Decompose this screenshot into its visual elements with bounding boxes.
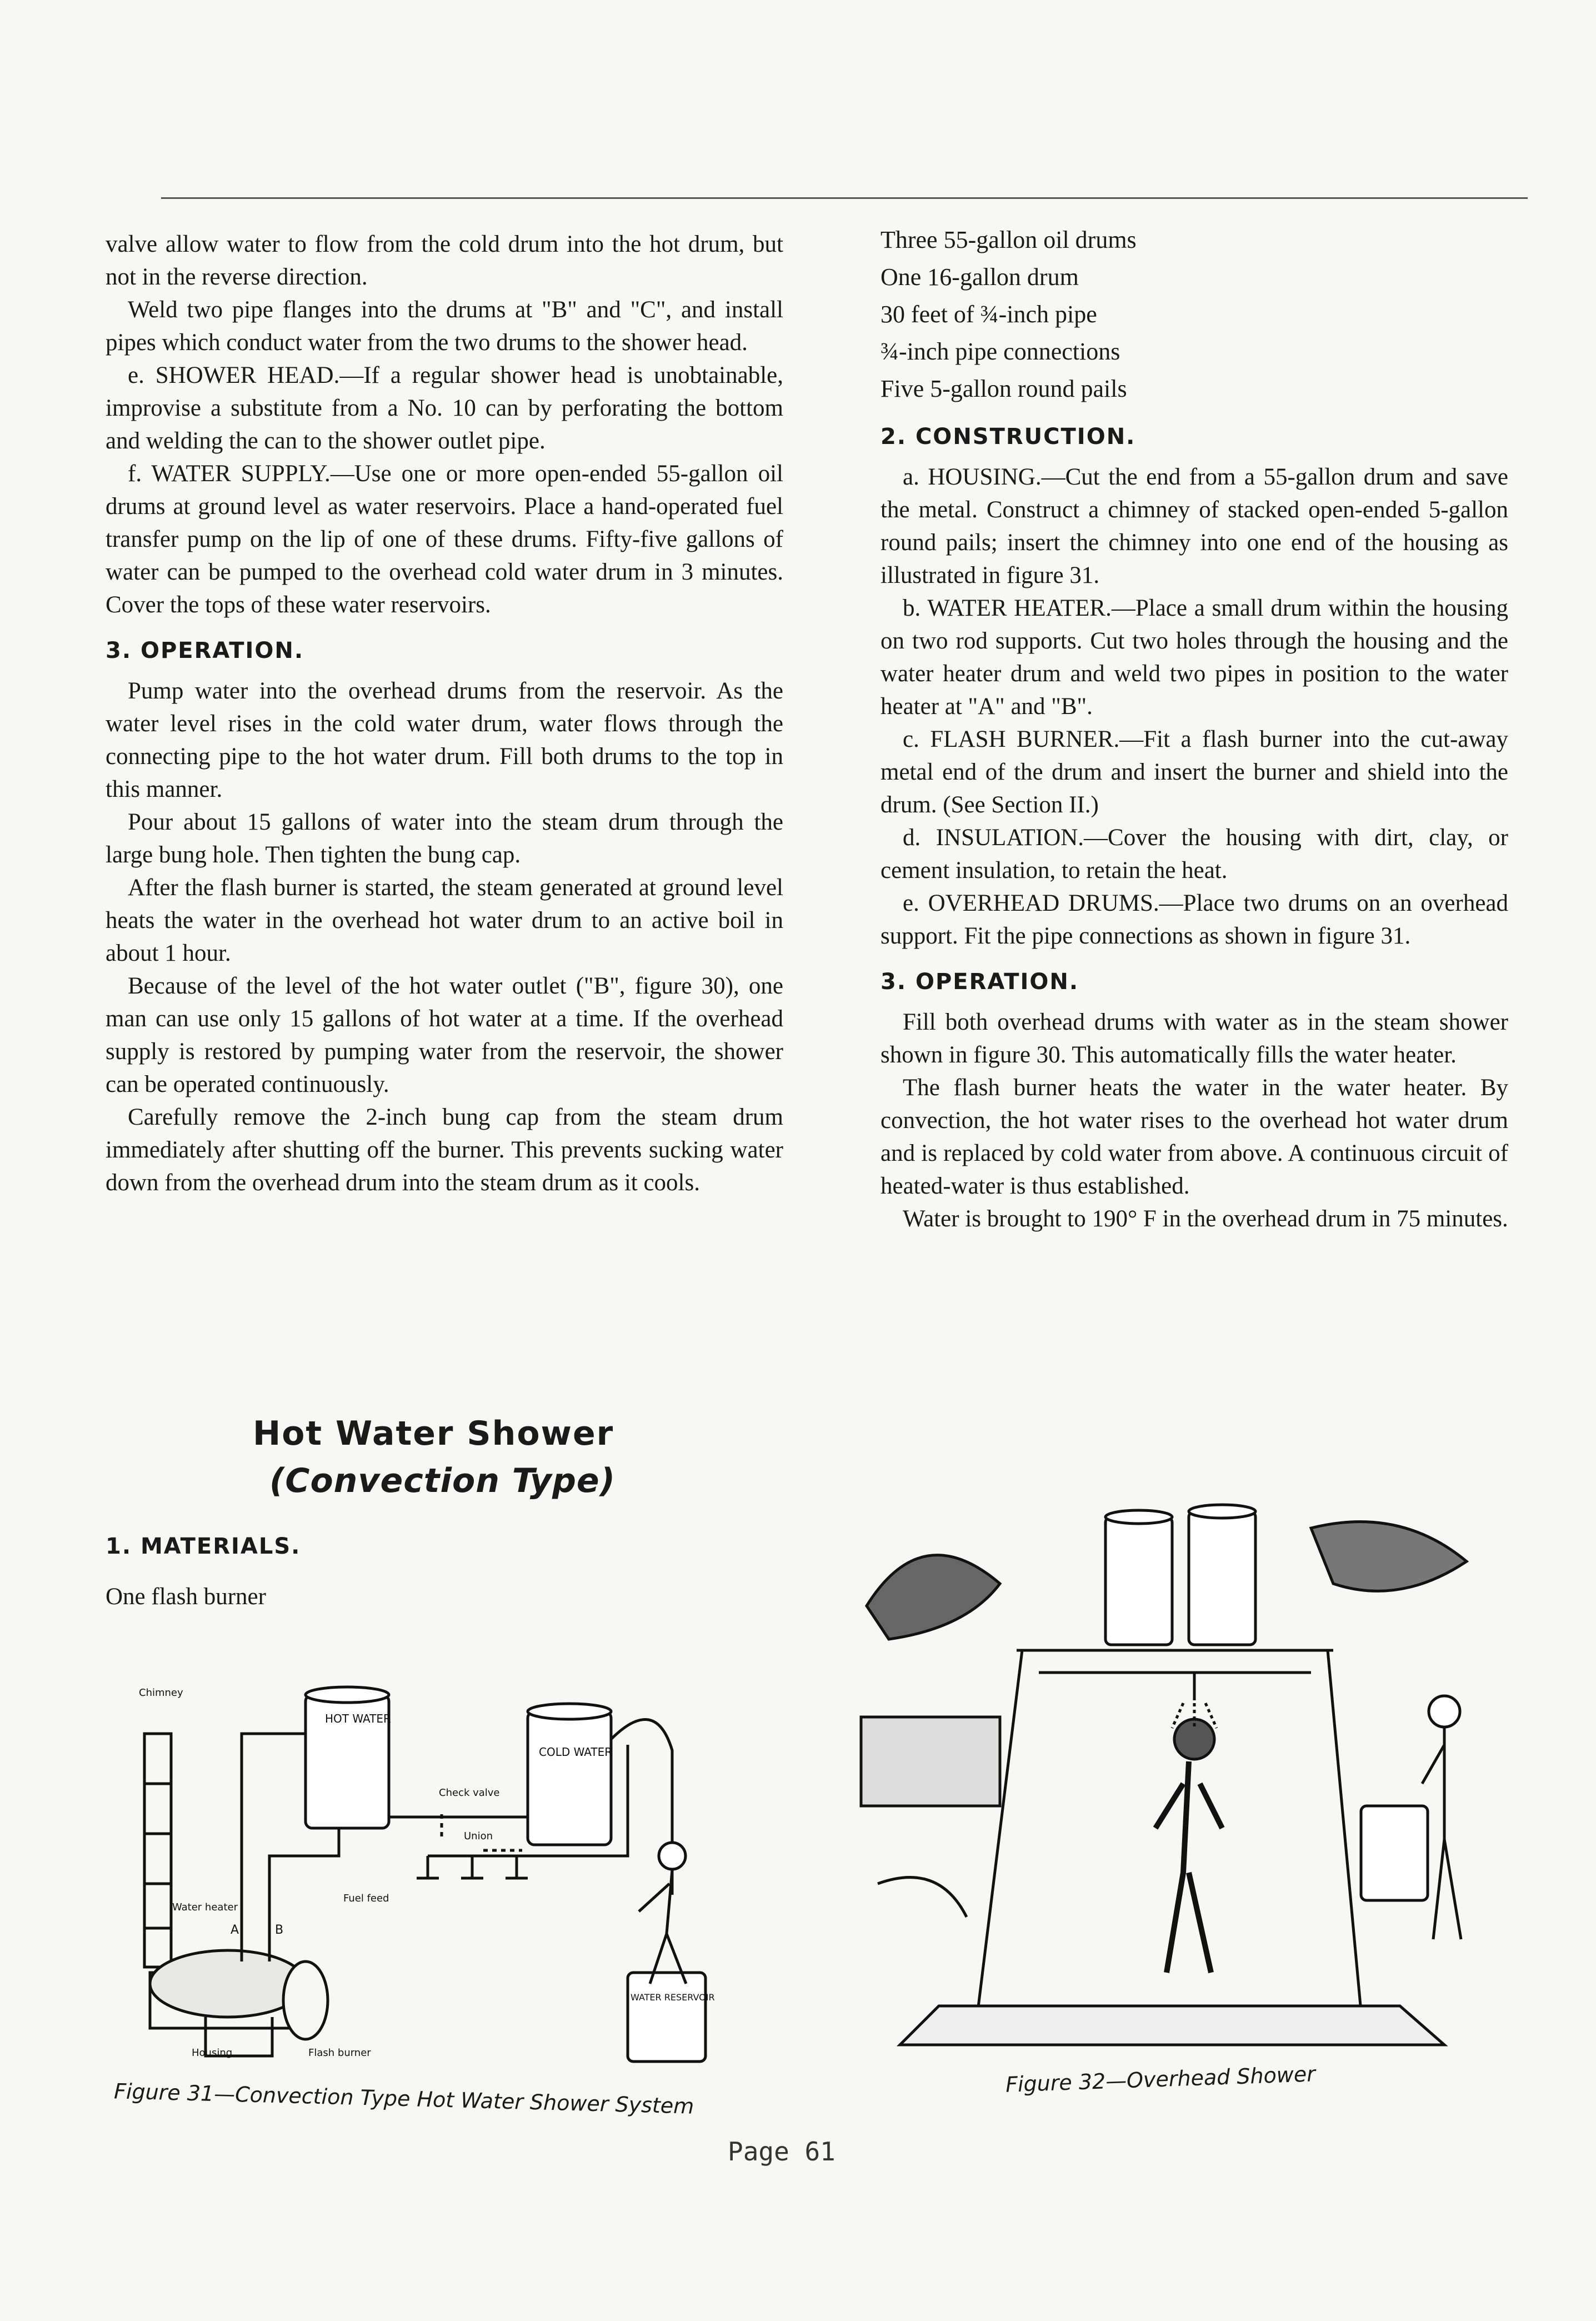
label-water-reservoir: WATER RESERVOIR [631, 1992, 715, 2003]
overhead-drum-left [1105, 1517, 1172, 1645]
materials-item: ¾-inch pipe connections [880, 338, 1120, 365]
label-housing: Housing [192, 2047, 233, 2059]
materials-item: One 16-gallon drum [880, 263, 1079, 291]
water-heater-shape [150, 1950, 306, 2017]
label-a: A [231, 1923, 239, 1937]
cold-drum-shape [528, 1711, 611, 1845]
paragraph: d. INSULATION.—Cover the housing with dirt, clay, or cement insulation, to retain the heat. [880, 825, 1508, 884]
label-fuel-feed: Fuel feed [343, 1893, 389, 1904]
pipe-a [242, 1734, 306, 1961]
man-figure [659, 1843, 686, 1869]
left-column [106, 228, 783, 1199]
figure-31-diagram [139, 1673, 728, 2067]
pipe-b [269, 1828, 339, 1961]
paragraph: After the flash burner is started, the steam generated at ground level heats the water in the overhead hot water drum to an active boil in about 1 hour. [106, 875, 783, 966]
paragraph: Pour about 15 gallons of water into the steam drum through the large bung hole. Then tighten the bung cap. [106, 809, 783, 868]
reservoir-drum [1361, 1806, 1428, 1900]
paragraph: The flash burner heats the water in the water heater. By convection, the hot water rises to the overhead hot water drum and is replaced by cold water from above. A continuous circuit of heated-water is thus established. [880, 1075, 1508, 1199]
section-subtitle: (Convection Type) [269, 1461, 616, 1500]
label-water-heater: Water heater [172, 1901, 238, 1913]
figure-32-caption: Figure 32—Overhead Shower [1005, 2062, 1316, 2097]
materials-item: One flash burner [106, 1584, 266, 1610]
label-b: B [275, 1923, 284, 1937]
paragraph: e. SHOWER HEAD.—If a regular shower head is unobtainable, improvise a substitute from a No. 10 can by perforating the bottom and welding the can to the shower outlet pipe. [106, 362, 783, 454]
label-check-valve: Check valve [439, 1787, 500, 1799]
page-number: Page 61 [728, 2137, 835, 2167]
section-heading: 2. CONSTRUCTION. [880, 424, 1136, 450]
chimney-shape [144, 1734, 171, 1967]
label-chimney: Chimney [139, 1687, 183, 1699]
paragraph: Fill both overhead drums with water as in the steam shower shown in figure 30. This automatically fills the water heater. [880, 1009, 1508, 1068]
materials-item: 30 feet of ¾-inch pipe [880, 301, 1097, 328]
paragraph: c. FLASH BURNER.—Fit a flash burner into the cut-away metal end of the drum and insert the burner and shield into the drum. (See Section II.) [880, 726, 1508, 818]
figure-31-caption: Figure 31—Convection Type Hot Water Shower System [113, 2079, 694, 2119]
label-union: Union [464, 1830, 493, 1842]
trees-background [867, 1555, 1000, 1639]
paragraph: e. OVERHEAD DRUMS.—Place two drums on an overhead support. Fit the pipe connections as shown in figure 31. [880, 890, 1508, 949]
right-column [880, 221, 1508, 1235]
person-standing [1429, 1696, 1460, 1727]
paragraph: Weld two pipe flanges into the drums at "B" and "C", and install pipes which conduct water from the two drums to the shower head. [106, 297, 783, 356]
fuel-feed-hose [611, 1719, 672, 1895]
materials-item: Three 55-gallon oil drums [880, 226, 1137, 253]
label-cold-water: COLD WATER [539, 1745, 613, 1759]
label-flash-burner: Flash burner [308, 2047, 371, 2059]
paragraph: f. WATER SUPPLY.—Use one or more open-ended 55-gallon oil drums at ground level as water reservoirs. Place a hand-operated fuel transfer pump on the lip of one of these drums. Fifty-five gallons of water can be pumped to the overhead cold water drum in 3 minutes. Cover the tops of these water reservoirs. [106, 461, 783, 618]
paragraph: b. WATER HEATER.—Place a small drum within the housing on two rod supports. Cut two holes through the housing and the water heater drum and weld two pipes in position to the water heater at "A" and "B". [880, 595, 1508, 720]
section-heading: 3. OPERATION. [106, 638, 304, 663]
section-heading: 1. MATERIALS. [106, 1534, 301, 1559]
paragraph: a. HOUSING.—Cut the end from a 55-gallon drum and save the metal. Construct a chimney of stacked open-ended 5-gallon round pails; insert the chimney into one end of the housing as illustrated in figure 31. [880, 464, 1508, 588]
overhead-drum-right [1189, 1511, 1255, 1645]
materials-block [106, 1534, 301, 1634]
paragraph: Carefully remove the 2-inch bung cap from the steam drum immediately after shutting off the burner. This prevents sucking water down from the overhead drum into the steam drum as it cools. [106, 1104, 783, 1196]
platform [900, 2006, 1444, 2045]
figure-32-illustration [855, 1495, 1494, 2056]
reservoir-drum-shape [628, 1973, 706, 2062]
materials-item: Five 5-gallon round pails [880, 375, 1127, 402]
paragraph: Water is brought to 190° F in the overhead drum in 75 minutes. [903, 1206, 1508, 1232]
header-rule [161, 197, 1528, 199]
label-hot-water: HOT WATER [325, 1712, 391, 1725]
paragraph: Pump water into the overhead drums from the reservoir. As the water level rises in the cold water drum, water flows through the connecting pipe to the hot water drum. Fill both drums to the top in this manner. [106, 678, 783, 802]
paragraph: Because of the level of the hot water outlet ("B", figure 30), one man can use only 15 gallons of hot water at a time. If the overhead supply is restored by pumping water from the reservoir, the shower can be operated continuously. [106, 973, 783, 1097]
paragraph: valve allow water to flow from the cold drum into the hot drum, but not in the reverse direction. [106, 231, 783, 290]
section-heading: 3. OPERATION. [880, 969, 1079, 995]
section-title: Hot Water Shower [253, 1414, 614, 1453]
